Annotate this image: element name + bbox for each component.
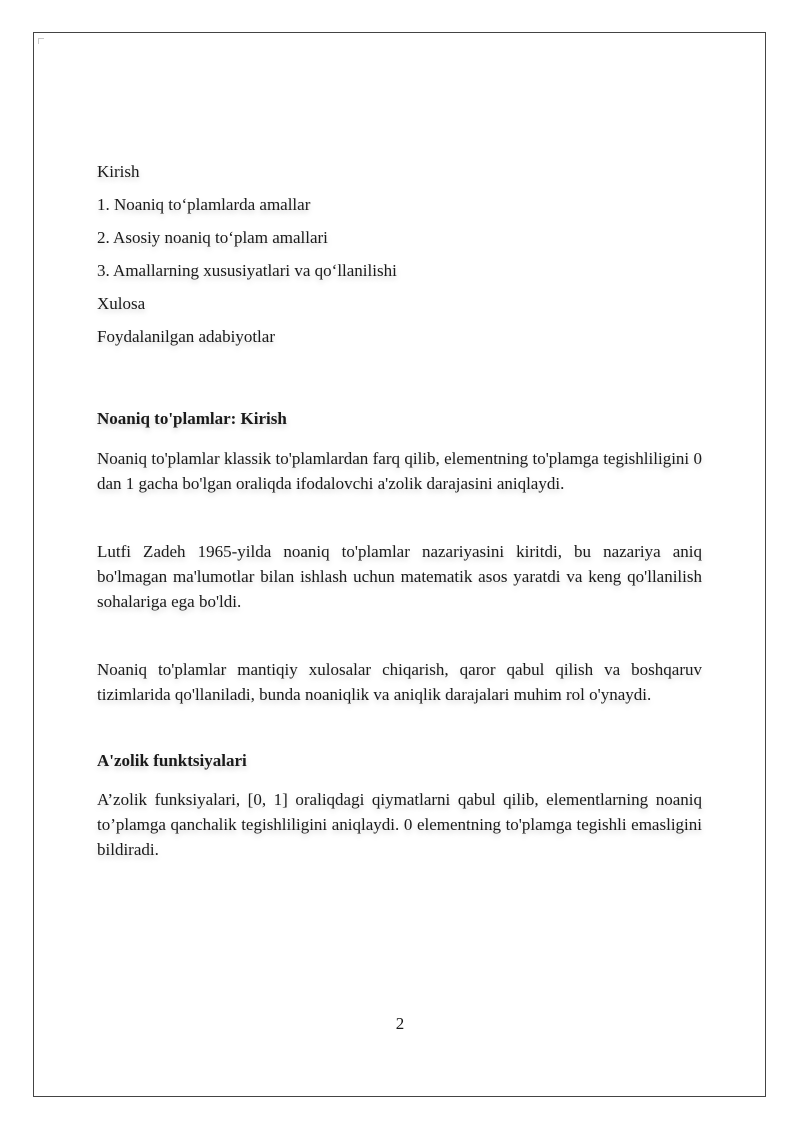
toc-item-references: Foydalanilgan adabiyotlar bbox=[97, 327, 275, 346]
page-number: 2 bbox=[395, 1014, 405, 1033]
intro-paragraph-3: Noaniq to'plamlar mantiqiy xulosalar chiqarish, qaror qabul qilish va boshqaruv tizimlarida qo'llaniladi, bunda noaniqlik va aniqlik darajalari muhim rol o'ynaydi. bbox=[97, 660, 702, 704]
toc-item-intro: Kirish bbox=[97, 162, 140, 181]
intro-paragraph-2: Lutfi Zadeh 1965-yilda noaniq to'plamlar nazariyasini kiritdi, bu nazariya aniq bo'lmagan ma'lumotlar bilan ishlash uchun matematik asos yaratdi va keng qo'llanilish sohalariga ega bo'ldi. bbox=[97, 542, 702, 611]
membership-paragraph-1: A’zolik funksiyalari, [0, 1] oraliqdagi qiymatlarni qabul qilib, elementlarning noaniq to’plamga qanchalik tegishliligini aniqlaydi. 0 elementning to'plamga tegishli emasligini bildiradi. bbox=[97, 790, 702, 859]
page-content bbox=[97, 160, 702, 862]
toc-item-2: 2. Asosiy noaniq to‘plam amallari bbox=[97, 228, 328, 247]
toc-item-1: 1. Noaniq to‘plamlarda amallar bbox=[97, 195, 311, 214]
section-heading-membership: A'zolik funktsiyalari bbox=[97, 751, 247, 770]
toc-item-3: 3. Amallarning xususiyatlari va qo‘llanilishi bbox=[97, 261, 397, 280]
intro-paragraph-1: Noaniq to'plamlar klassik to'plamlardan farq qilib, elementning to'plamga tegishliligini 0 dan 1 gacha bo'lgan oraliqda ifodalovchi a'zolik darajasini aniqlaydi. bbox=[97, 449, 702, 493]
toc-item-conclusion: Xulosa bbox=[97, 294, 146, 313]
section-heading-intro: Noaniq to'plamlar: Kirish bbox=[97, 409, 287, 428]
page-corner-mark bbox=[38, 38, 44, 44]
table-of-contents bbox=[97, 160, 702, 358]
